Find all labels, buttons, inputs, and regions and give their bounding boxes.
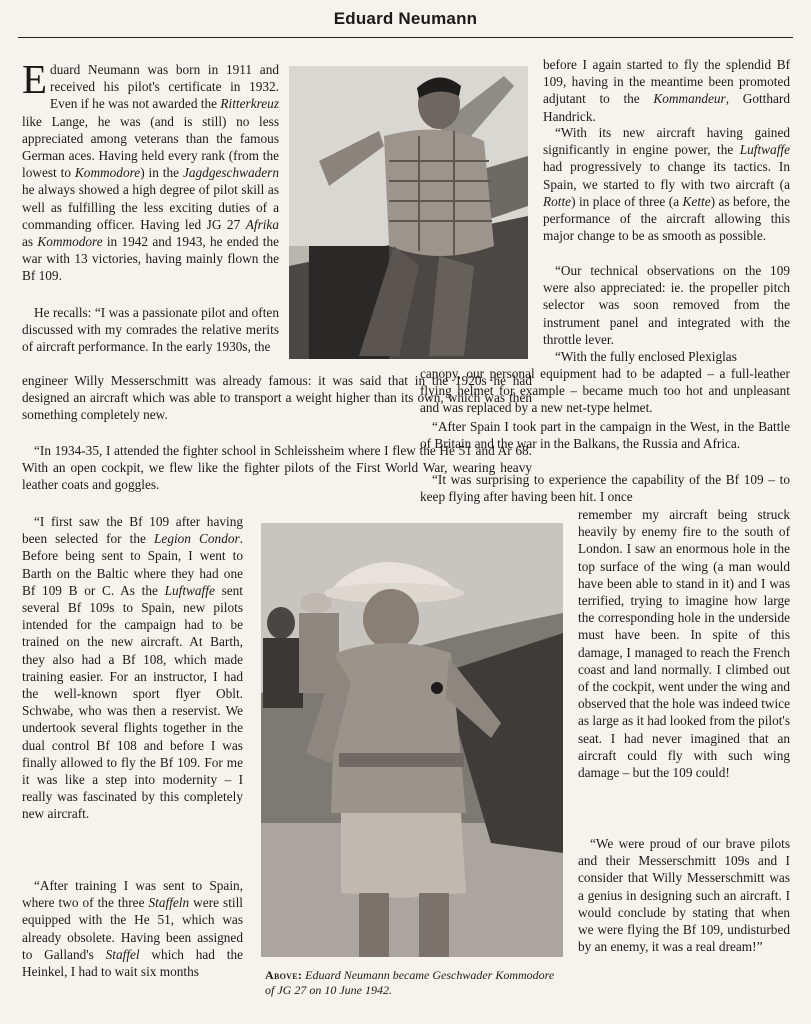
italic-term: Kette: [682, 193, 711, 209]
italic-term: Staffeln: [148, 895, 190, 911]
paragraph-canopy: canopy, our personal equipment had to be adapted – a full-leather flying helmet for example – became much too hot and unpleasant and was replaced by a new net-type helmet.: [420, 366, 790, 416]
paragraph-schleissheim: “In 1934-35, I attended the fighter school in Schleissheim where I flew the He 51 and Ar 68. With an open cockpit, we flew like the fighter pilots of the First World War, wearing heavy leather coats and goggles.: [22, 443, 532, 493]
title-rule: [18, 37, 793, 38]
paragraph-text: were still equipped with the He 51, which was already obsolete. Having been assigned to Galland's: [22, 895, 243, 962]
paragraph-text: duard Neumann was born in 1911 and received his pilot's certificate in 1932. Even if he was not awarded the: [50, 62, 279, 112]
italic-term: Jagdgeschwadern: [182, 165, 279, 181]
paragraph-text: ) in place of three (a: [571, 193, 683, 209]
page-title: Eduard Neumann: [333, 9, 478, 28]
paragraph-text: “With its new aircraft having gained significantly in engine power, the: [543, 125, 790, 158]
paragraph-text: as: [22, 234, 38, 250]
paragraph-conclusion: “We were proud of our brave pilots and their Messerschmitt 109s and I consider that Willy Messerschmitt was a genius in designing such an aircraft. I would conclude by stating that when we were flying the Bf 109, undisturbed by an enemy, it was a real dream!”: [578, 836, 790, 955]
paragraph-text: which had the Heinkel, I had to wait six months: [22, 946, 243, 980]
paragraph-text: sent several Bf 109s to Spain, new pilots intended for the campaign had to be trained on the new aircraft. At Barth, they also had a Bf 108, which made training easier. For an instructor, I had the well-known sport flyer Oblt. Schwabe, who was then a reservist. We undertook several flights together in the dual control Bf 108 and before I was finally allowed to fly the Bf 109. For me it was like a step into modernity – I really was fascinated by this completely new aircraft.: [22, 582, 243, 822]
caption-label: Above:: [265, 968, 303, 982]
paragraph-text: , Gotthard Handrick.: [543, 91, 790, 124]
paragraph-text: “After training I was sent to Spain, where two of the three: [22, 878, 243, 911]
italic-term: Rotte: [543, 193, 572, 209]
paragraph-campaigns: “After Spain I took part in the campaign in the West, in the Battle of Britain and the war in the Balkans, the Russia and Africa.: [420, 419, 790, 452]
photo-caption: [265, 968, 565, 998]
paragraph-text: he always showed a high degree of pilot skill as well as fulfilling the less exciting duties of a commanding officer. Having led JG 27: [22, 182, 279, 232]
paragraph-capability: “It was surprising to experience the capability of the Bf 109 – to keep flying after having been hit. I once: [420, 472, 790, 505]
paragraph-tactics: [543, 124, 790, 244]
italic-term: Afrika: [245, 216, 279, 232]
paragraph-technical-observations: “Our technical observations on the 109 were also appreciated: ie. the propeller pitch selector was soon removed from the instrument panel and integrated with the throttle lever.: [543, 263, 790, 347]
paragraph-text: like Lange, he was (and is still) no less appreciated among veterans than the famous German aces. Having held every rank (from the lowest to: [22, 113, 279, 181]
photo-pilot-life-vest: [289, 66, 528, 359]
paragraph-text: had progressively to change its tactics. In Spain, we started to fly with two aircraft (a: [543, 159, 790, 192]
paragraph-recalls: He recalls: “I was a passionate pilot and often discussed with my comrades the relative merits of aircraft performance. In the early 1930s, the: [22, 305, 279, 355]
italic-term: Legion Condor: [154, 531, 240, 547]
paragraph-first-bf109: [22, 513, 243, 823]
paragraph-adjutant: [543, 56, 790, 125]
italic-term: Kommandeur: [653, 91, 726, 107]
left-column-text-upper: [22, 56, 279, 285]
paragraph-text: “I first saw the Bf 109 after having been selected for the: [22, 514, 243, 547]
paragraph-text: before I again started to fly the splendid Bf 109, having in the meantime been promoted adjutant to the: [543, 57, 790, 107]
italic-term: Kommodore: [74, 165, 141, 181]
paragraph-text: ) in the: [140, 165, 183, 181]
paragraph-text: . Before being sent to Spain, I went to Barth on the Baltic where they had one Bf 109 B or C. As the: [22, 531, 244, 598]
italic-term: Luftwaffe: [739, 142, 790, 158]
italic-term: Staffel: [105, 946, 140, 962]
paragraph-plexiglas: “With the fully enclosed Plexiglas: [555, 349, 737, 364]
italic-term: Ritterkreuz: [220, 96, 279, 112]
paragraph-wing-damage: remember my aircraft being struck heavily by enemy fire to the south of London. I saw an enormous hole in the top surface of the wing (a man would have been able to stand in it) and I was terrified, trying to imagine how large the corresponding hole in the underside must have been. In spite of this damage, I managed to reach the French coast and land normally. I climbed out of the cockpit, went under the wing and observed that the hole was indeed twice as large as it had looked from the pilot's seat. I had never imagined that an aircraft could fly with such wing damage – but the 109 could!: [578, 507, 790, 781]
italic-term: Kommodore: [37, 234, 103, 250]
paragraph-sent-to-spain: [22, 877, 243, 980]
caption-text: Eduard Neumann became Geschwader Kommodore of JG 27 on 10 June 1942.: [265, 968, 555, 997]
paragraph-messerschmitt-fame: engineer Willy Messerschmitt was already famous: it was said that in the 1920s he had designed an aircraft which was able to transport a weight higher than its own, which was then something completely new.: [22, 373, 532, 423]
paragraph-text: ) as before, the performance of the aircraft allowing this major change to be as smooth as possible.: [543, 193, 790, 244]
paragraph-text: in 1942 and 1943, he ended the war with 13 victories, having mainly flown the Bf 109.: [22, 234, 279, 284]
photo-neumann-portrait: [261, 523, 563, 957]
italic-term: Luftwaffe: [164, 582, 215, 598]
drop-cap: E: [22, 56, 48, 102]
